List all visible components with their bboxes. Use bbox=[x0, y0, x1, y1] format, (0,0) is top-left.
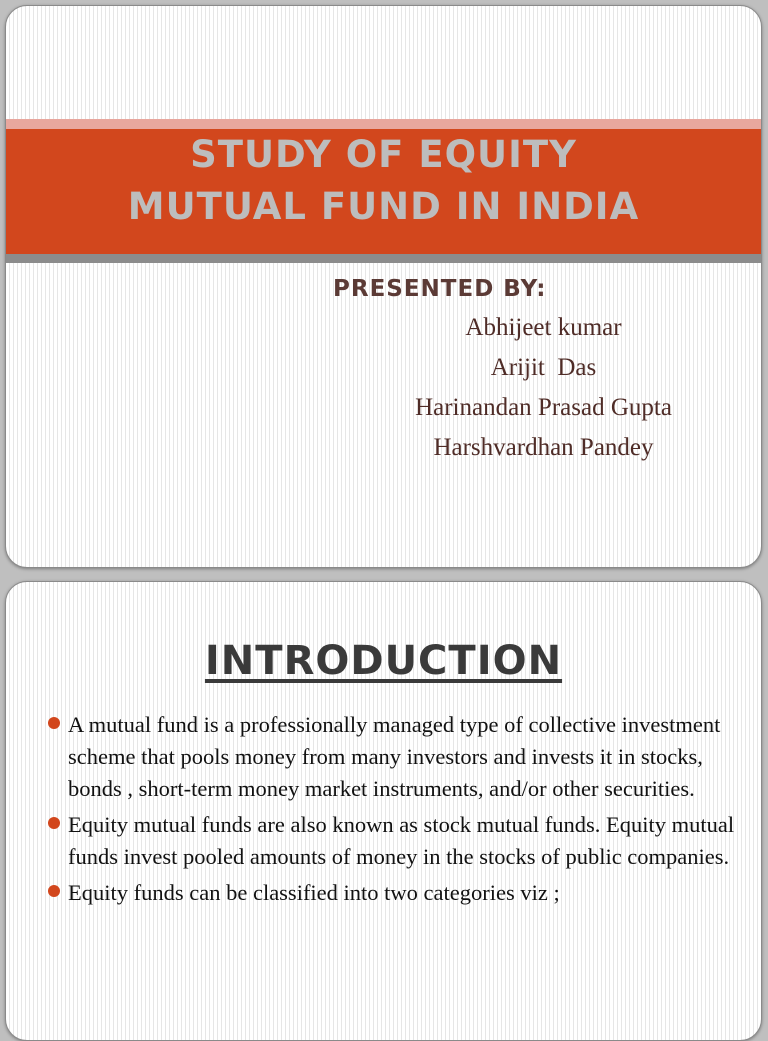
bullet-dot-icon bbox=[48, 717, 60, 729]
author-name: Harshvardhan Pandey bbox=[433, 434, 654, 461]
list-item bbox=[46, 809, 736, 873]
title-band-bottom-stripe bbox=[6, 254, 761, 263]
introduction-slide bbox=[5, 581, 762, 1041]
bullet-text: A mutual fund is a professionally managed type of collective investment scheme that pools money from many investors and invests it in stocks, bonds , short-term money market instruments, and/or other securities. bbox=[68, 712, 721, 801]
introduction-heading: INTRODUCTION bbox=[204, 638, 563, 684]
list-item bbox=[46, 709, 736, 805]
author-name: Harinandan Prasad Gupta bbox=[415, 394, 672, 421]
author-name: Abhijeet kumar bbox=[465, 314, 622, 341]
bullet-list bbox=[46, 709, 736, 913]
list-item bbox=[46, 877, 736, 909]
slide-title-line-1: STUDY OF EQUITY bbox=[190, 133, 577, 176]
author-name: Arijit Das bbox=[490, 354, 597, 381]
bullet-text: Equity funds can be classified into two categories viz ; bbox=[68, 880, 560, 905]
title-slide bbox=[5, 5, 762, 568]
bullet-dot-icon bbox=[48, 817, 60, 829]
presented-by-label: PRESENTED BY: bbox=[333, 276, 547, 302]
slide-title-line-2: MUTUAL FUND IN INDIA bbox=[127, 185, 640, 228]
bullet-text: Equity mutual funds are also known as stock mutual funds. Equity mutual funds invest pooled amounts of money in the stocks of public companies. bbox=[68, 812, 735, 869]
title-band-top-stripe bbox=[6, 119, 761, 129]
slide-title bbox=[6, 129, 761, 233]
bullet-dot-icon bbox=[48, 885, 60, 897]
